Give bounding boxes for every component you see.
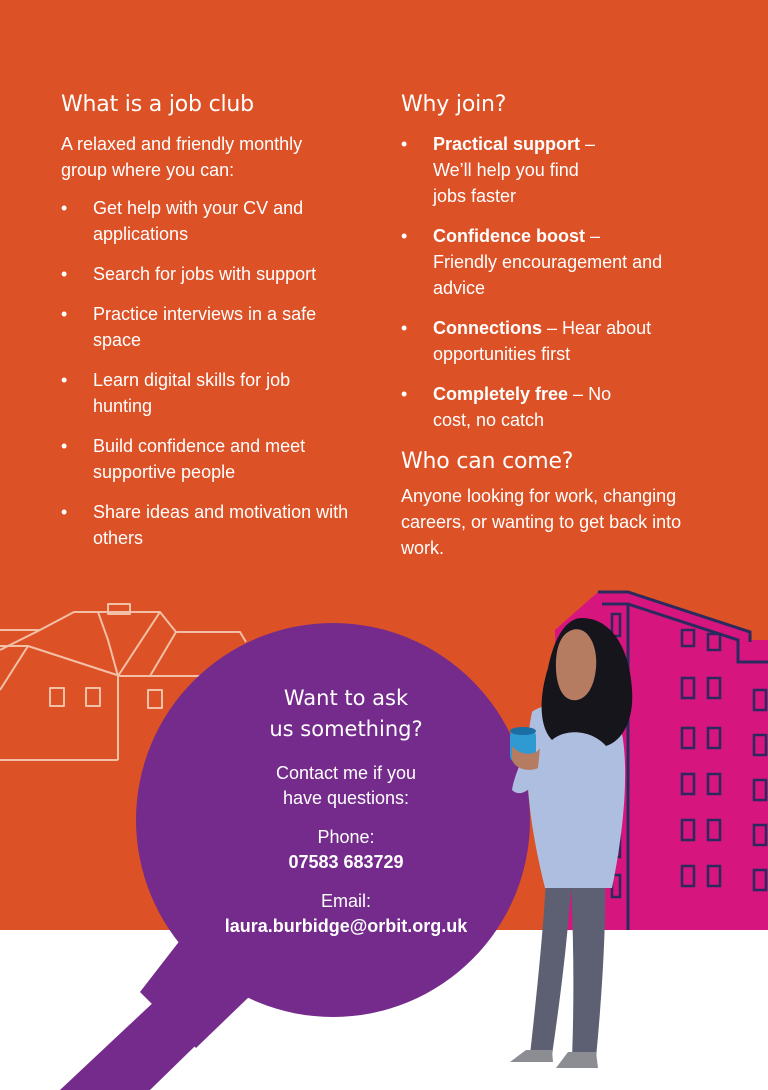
email-address-link[interactable]: laura.burbidge@orbit.org.uk <box>224 916 468 936</box>
bullet-icon: • <box>401 134 408 154</box>
who-can-come-section <box>401 447 741 561</box>
benefit-text: Friendly encouragement and advice <box>433 252 663 298</box>
list-item-text: Practice interviews in a safe space <box>93 304 317 350</box>
bullet-icon: • <box>401 384 408 404</box>
job-club-section <box>61 90 381 565</box>
benefit-text: We’ll help you find jobs faster <box>433 160 579 206</box>
list-item-text: Search for jobs with support <box>93 264 317 284</box>
list-item-text: Share ideas and motivation with others <box>93 502 349 548</box>
email-label: Email: <box>320 891 371 911</box>
list-item-text: Get help with your CV and applications <box>93 198 304 244</box>
bullet-icon: • <box>61 436 68 456</box>
bullet-icon: • <box>61 502 68 522</box>
benefit-dash: – <box>585 226 601 246</box>
job-club-intro: A relaxed and friendly monthly group where you can: <box>61 134 303 180</box>
job-club-list <box>61 195 381 551</box>
benefit-text: No cost, no catch <box>433 384 612 430</box>
why-join-heading: Why join? <box>401 92 507 117</box>
list-item <box>61 301 333 353</box>
contact-title-line: Want to ask <box>283 686 409 710</box>
benefit-title: Connections <box>433 318 543 338</box>
bullet-icon: • <box>61 370 68 390</box>
bullet-icon: • <box>61 264 68 284</box>
who-can-come-text: Anyone looking for work, changing careers, or wanting to get back into work. <box>401 486 682 558</box>
contact-bubble <box>210 683 482 939</box>
benefit-dash: – <box>580 134 596 154</box>
bullet-icon: • <box>61 198 68 218</box>
bullet-icon: • <box>401 226 408 246</box>
bullet-icon: • <box>401 318 408 338</box>
bullet-icon: • <box>61 304 68 324</box>
list-item-text: Learn digital skills for job hunting <box>93 370 291 416</box>
why-join-section <box>401 90 741 561</box>
benefit-dash: – <box>542 318 558 338</box>
list-item <box>61 433 353 485</box>
contact-subtitle <box>210 761 482 811</box>
benefit-text: Hear about opportunities first <box>433 318 652 364</box>
why-join-list <box>401 131 741 433</box>
list-item <box>401 381 633 433</box>
benefit-title: Confidence boost <box>433 226 585 246</box>
phone-label: Phone: <box>317 827 375 847</box>
benefit-title: Completely free <box>433 384 569 404</box>
benefit-dash: – <box>568 384 584 404</box>
list-item <box>401 131 613 209</box>
list-item <box>401 315 733 367</box>
contact-title <box>210 683 482 745</box>
contact-subtitle-line: Contact me if you <box>275 763 417 783</box>
list-item <box>61 499 353 551</box>
list-item <box>61 195 333 247</box>
phone-number-link[interactable]: 07583 683729 <box>288 852 404 872</box>
list-item <box>61 261 333 287</box>
contact-title-line: us something? <box>269 717 423 741</box>
contact-subtitle-line: have questions: <box>282 788 410 808</box>
job-club-heading: What is a job club <box>61 92 254 117</box>
benefit-title: Practical support <box>433 134 581 154</box>
list-item <box>401 223 663 301</box>
list-item-text: Build confidence and meet supportive people <box>93 436 306 482</box>
list-item <box>61 367 333 419</box>
who-can-come-heading: Who can come? <box>401 449 574 474</box>
